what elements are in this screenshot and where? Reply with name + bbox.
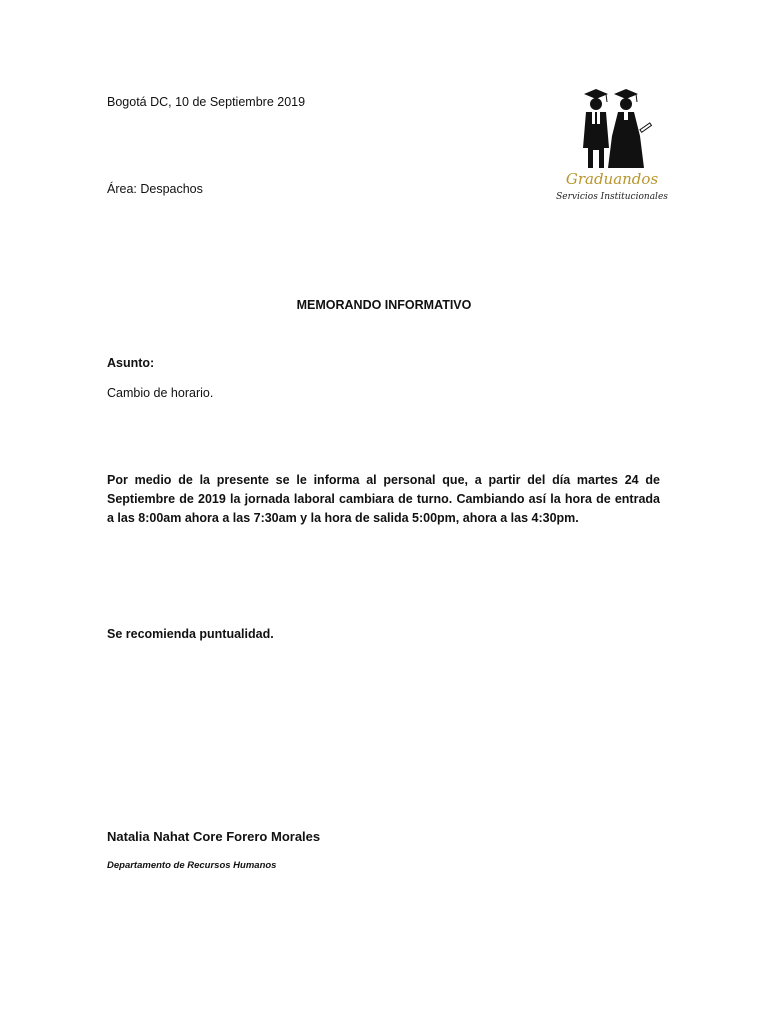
signer-department: Departamento de Recursos Humanos	[107, 860, 277, 871]
signer-name: Natalia Nahat Core Forero Morales	[107, 829, 321, 844]
subject-label: Asunto:	[107, 356, 155, 370]
memo-title: MEMORANDO INFORMATIVO	[296, 298, 472, 312]
memo-body: Por medio de la presente se le informa al personal que, a partir del día martes 24 de Septiembre de 2019 la jornada laboral cambiara de turno. Cambiando así la hora de entrada a las 8:00am ahora a las 7:30am y la hora de salida 5:00pm, ahora a las 4:30pm.	[107, 473, 660, 525]
memo-date: Bogotá DC, 10 de Septiembre 2019	[107, 95, 306, 109]
subject-value: Cambio de horario.	[107, 386, 214, 400]
logo-subtitle: Servicios Institucionales	[556, 192, 668, 202]
memo-area: Área: Despachos	[107, 182, 203, 196]
logo-name: Graduandos	[565, 170, 659, 188]
recommendation: Se recomienda puntualidad.	[107, 627, 274, 641]
company-logo	[556, 88, 676, 212]
graduates-icon	[556, 88, 668, 172]
